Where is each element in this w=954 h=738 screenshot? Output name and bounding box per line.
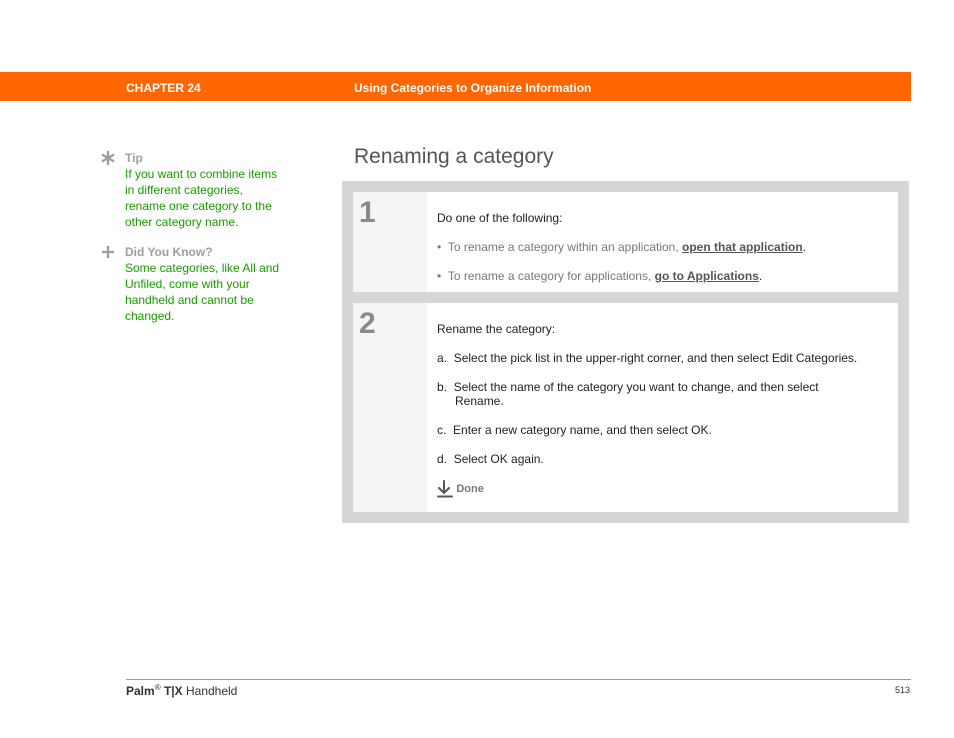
- done-marker: [437, 480, 484, 498]
- item-text: Select OK again.: [453, 452, 544, 466]
- item-marker: c.: [437, 423, 447, 437]
- footer-product-name: Handheld: [185, 684, 238, 698]
- plus-icon: [100, 244, 116, 260]
- list-item: [437, 452, 544, 466]
- footer-divider: [126, 679, 911, 680]
- done-label: Done: [456, 483, 484, 496]
- bullet-text: To rename a category for applications,: [447, 269, 655, 283]
- step-1: [353, 192, 898, 292]
- sidebar: [100, 150, 280, 338]
- list-item: [437, 423, 712, 437]
- step-intro: Do one of the following:: [437, 211, 563, 225]
- step-intro: Rename the category:: [437, 322, 556, 336]
- step-2: [353, 303, 898, 512]
- go-to-applications-link[interactable]: go to Applications: [654, 269, 759, 283]
- bullet-text: To rename a category within an application,: [447, 240, 683, 254]
- page-title: Renaming a category: [354, 145, 554, 168]
- did-you-know-note: [100, 244, 280, 324]
- did-you-know-label: Did You Know?: [125, 245, 213, 259]
- bullet-punct: .: [758, 269, 763, 283]
- tip-text: If you want to combine items in different categories, rename one category to the other category name.: [125, 167, 278, 229]
- tip-label: Tip: [125, 151, 143, 165]
- item-marker: d.: [437, 452, 448, 466]
- footer-model: T|X: [163, 684, 183, 698]
- tip-note: [100, 150, 280, 230]
- item-text: Select the pick list in the upper-right corner, and then select Edit Categories.: [453, 351, 858, 365]
- list-item: • To rename a category within an application, open that application.: [437, 240, 807, 254]
- steps-panel: [342, 181, 909, 523]
- item-text: Select the name of the category you want to change, and then select: [453, 380, 819, 394]
- item-marker: a.: [437, 351, 448, 365]
- chapter-number: CHAPTER 24: [126, 81, 201, 95]
- step-number: 1: [359, 196, 376, 229]
- did-you-know-text: Some categories, like All and Unfiled, come with your handheld and cannot be changed.: [125, 261, 280, 323]
- footer-reg: ®: [154, 683, 161, 692]
- arrow-down-icon: [437, 480, 453, 498]
- list-item: [437, 380, 819, 394]
- list-item: [437, 351, 857, 365]
- footer-brand: Palm: [126, 684, 155, 698]
- list-item: • To rename a category for applications, go to Applications.: [437, 269, 763, 283]
- asterisk-icon: [100, 150, 116, 166]
- item-text: Enter a new category name, and then select OK.: [453, 423, 712, 437]
- bullet-punct: .: [802, 240, 807, 254]
- item-marker: b.: [437, 380, 448, 394]
- chapter-header: [0, 72, 911, 101]
- open-application-link[interactable]: open that application: [682, 240, 803, 254]
- item-text-continued: Rename.: [455, 394, 504, 408]
- footer-product: [126, 683, 237, 698]
- step-number: 2: [359, 307, 376, 340]
- chapter-title: Using Categories to Organize Information: [354, 81, 592, 95]
- page-number: 513: [895, 685, 911, 695]
